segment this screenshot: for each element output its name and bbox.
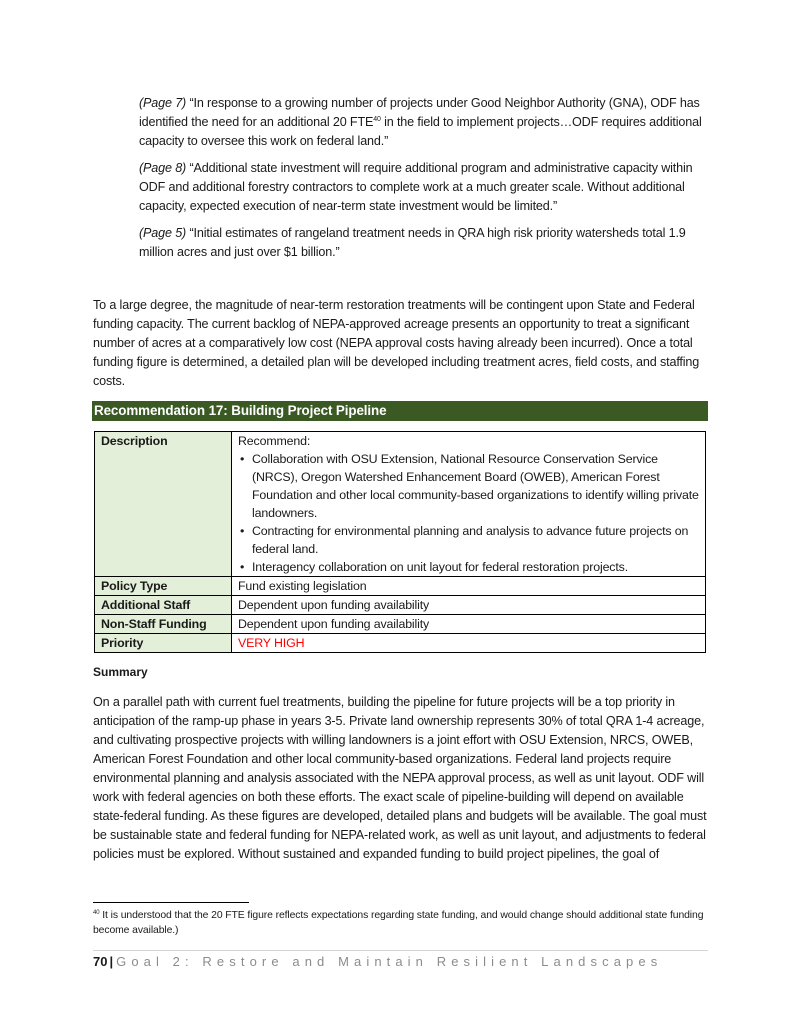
row-value: Dependent upon funding availability	[232, 615, 706, 634]
description-bullet-list	[238, 450, 701, 576]
row-label: Policy Type	[95, 577, 232, 596]
summary-heading: Summary	[93, 665, 148, 679]
row-label: Additional Staff	[95, 596, 232, 615]
intro-paragraph: To a large degree, the magnitude of near-term restoration treatments will be contingent upon State and Federal funding capacity. The current backlog of NEPA-approved acreage presents an opportunity to treat a significant number of acres at a comparatively low cost (NEPA approval costs having already been incurred). Once a total funding figure is determined, a detailed plan will be developed including treatment acres, field costs, and staffing costs.	[93, 298, 700, 388]
recommendation-header: Recommendation 17: Building Project Pipeline	[92, 401, 708, 421]
row-value: Fund existing legislation	[232, 577, 706, 596]
quoted-excerpts	[139, 94, 714, 270]
bullet-icon: •	[240, 524, 245, 538]
footnote	[93, 908, 713, 938]
bullet-text: Collaboration with OSU Extension, National Resource Conservation Service (NRCS), Oregon Watershed Enhancement Board (OWEB), American Forest Foundation and other local community-based organizations to identify willing private landowners.	[252, 452, 699, 520]
row-label: Priority	[95, 634, 232, 653]
footnote-text: It is understood that the 20 FTE figure reflects expectations regarding state funding, and would change should additional state funding become available.)	[93, 910, 704, 936]
quote-text: “Initial estimates of rangeland treatment needs in QRA high risk priority watersheds total 1.9 million acres and just over $1 billion.”	[139, 226, 686, 259]
table-row-non-staff-funding	[95, 615, 706, 634]
quote-text: “Additional state investment will require additional program and administrative capacity within ODF and additional forestry contractors to complete work at a much greater scale. Without additional capacity, expected execution of near-term state investment would be limited.”	[139, 161, 693, 213]
row-value	[232, 432, 706, 577]
bullet-item	[238, 450, 701, 522]
quote-source: (Page 7)	[139, 96, 187, 110]
footer-separator: |	[109, 954, 114, 969]
row-label: Non-Staff Funding	[95, 615, 232, 634]
footnote-number: 40	[93, 910, 100, 916]
page-number: 70	[93, 954, 108, 969]
quote-source: (Page 8)	[139, 161, 187, 175]
footer-divider	[93, 950, 708, 951]
quote-page-7	[139, 94, 714, 151]
page-footer	[93, 953, 662, 971]
summary-paragraph: On a parallel path with current fuel treatments, building the pipeline for future projects will be a top priority in anticipation of the ramp-up phase in years 3-5. Private land ownership represents 30% of total QRA 1-4 acreage, and cultivating prospective projects with willing landowners is a joint effort with OSU Extension, NRCS, OWEB, American Forest Foundation and other local community-based organizations. Federal land projects require environmental planning and analysis associated with the NEPA approval process, as well as unit layout. ODF will work with federal agencies on both these efforts. The exact scale of pipeline-building will depend on available state-federal funding. As these figures are developed, detailed plans and budgets will be available. The goal must be sustainable state and federal funding for NEPA-related work, as well as unit layout, and adjustments to federal policies must be explored. Without sustained and expanded funding to build project pipelines, the goal of	[93, 695, 707, 861]
table-row-policy-type	[95, 577, 706, 596]
quote-page-8	[139, 159, 714, 216]
bullet-icon: •	[240, 560, 245, 574]
table-row-description	[95, 432, 706, 577]
bullet-item	[238, 558, 701, 576]
bullet-icon: •	[240, 452, 245, 466]
table-row-priority	[95, 634, 706, 653]
footnote-divider	[93, 902, 249, 903]
section-title: Goal 2: Restore and Maintain Resilient Landscapes	[116, 954, 663, 969]
row-value: Dependent upon funding availability	[232, 596, 706, 615]
quote-text-continued: in the field to implement projects…ODF requires additional capacity to oversee this work on federal land.”	[139, 115, 702, 148]
quote-source: (Page 5)	[139, 226, 187, 240]
bullet-text: Interagency collaboration on unit layout for federal restoration projects.	[252, 560, 628, 574]
table-row-additional-staff	[95, 596, 706, 615]
description-intro: Recommend:	[238, 434, 311, 448]
footnote-reference[interactable]: 40	[373, 116, 381, 123]
row-label: Description	[95, 432, 232, 577]
quote-text: “In response to a growing number of projects under Good Neighbor Authority (GNA), ODF has identified the need for an additional 20 FTE	[139, 96, 700, 129]
priority-value: VERY HIGH	[232, 634, 706, 653]
quote-page-5	[139, 224, 714, 262]
bullet-item	[238, 522, 701, 558]
bullet-text: Contracting for environmental planning and analysis to advance future projects on federal land.	[252, 524, 689, 556]
recommendation-table	[94, 431, 706, 653]
